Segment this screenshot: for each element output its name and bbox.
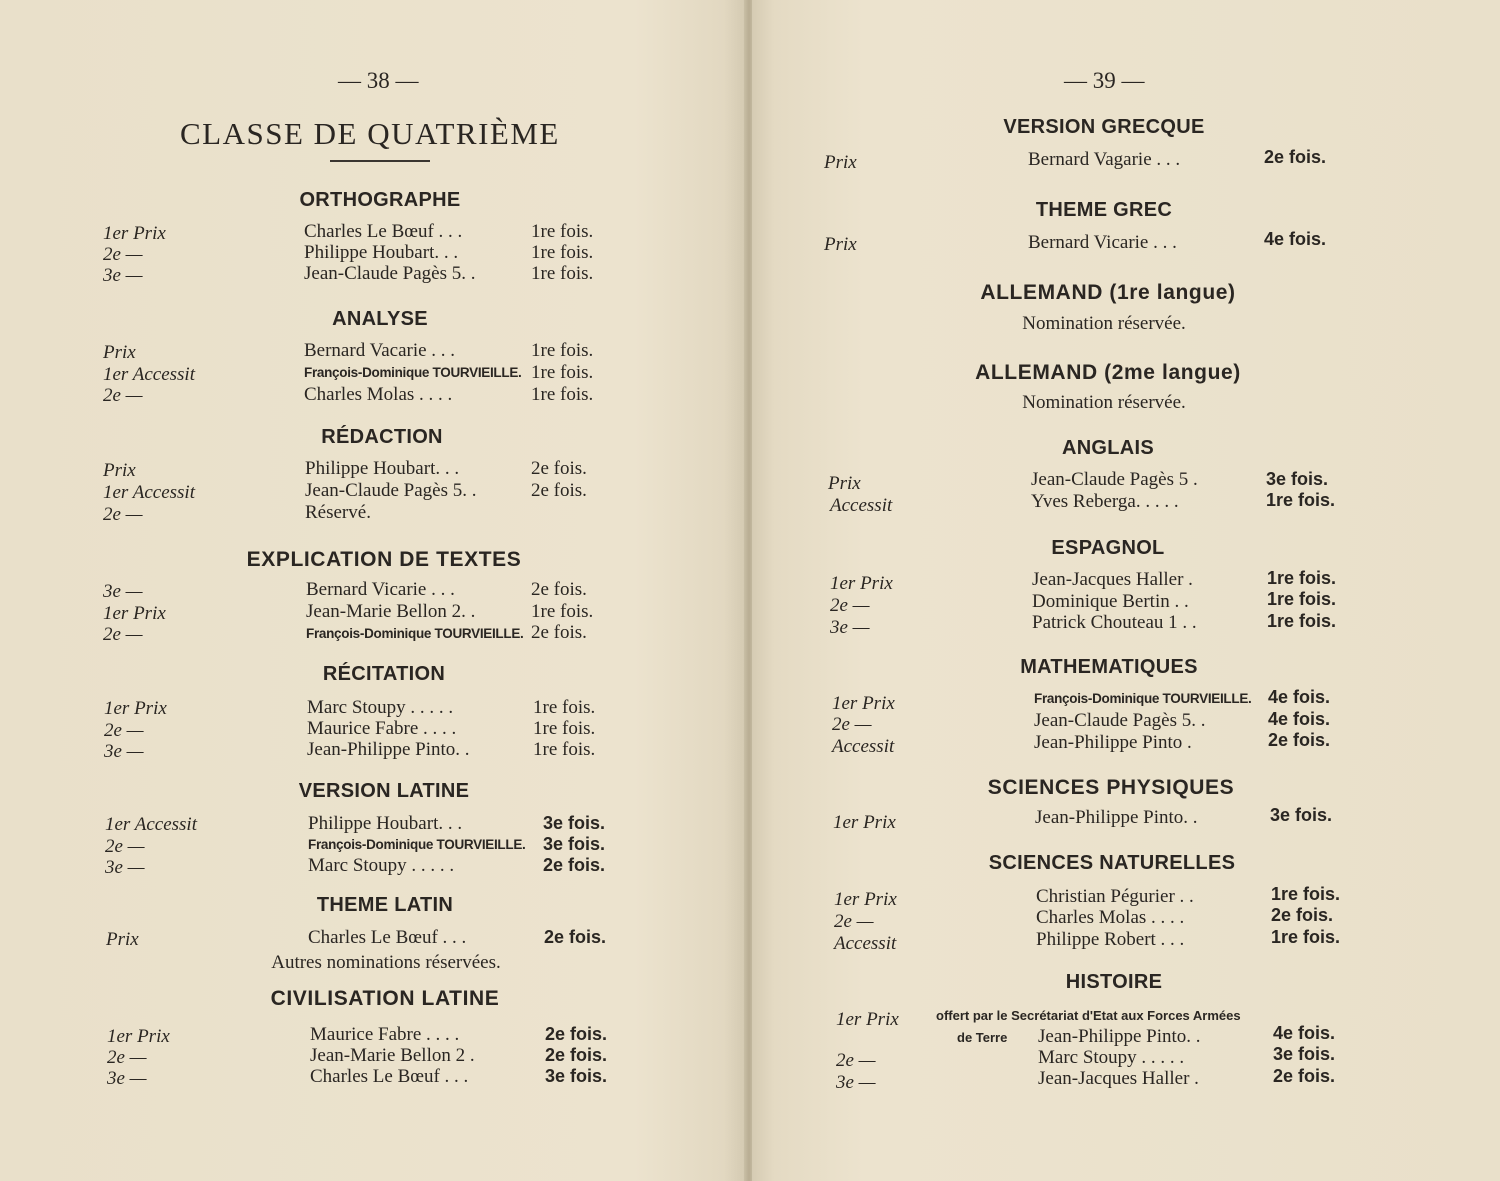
- rank: 2e —: [103, 385, 143, 406]
- section-heading: SCIENCES PHYSIQUES: [987, 776, 1235, 799]
- section-heading: VERSION GRECQUE: [1003, 116, 1205, 138]
- count: 4e fois.: [1268, 687, 1331, 707]
- sponsor-note: offert par le Secrétariat d'Etat aux Forces Armées: [936, 1008, 1241, 1023]
- count: 3e fois.: [543, 834, 606, 854]
- section-heading: RÉCITATION: [322, 663, 446, 685]
- rank: 3e —: [104, 741, 144, 762]
- note: Nomination réservée.: [1022, 392, 1186, 413]
- rank: 1er Accessit: [105, 814, 197, 835]
- count: 3e fois.: [1266, 469, 1329, 489]
- student-name: Jean-Claude Pagès 5. .: [1034, 710, 1206, 731]
- student-name: François-Dominique TOURVIEILLE.: [308, 837, 526, 852]
- page-number: — 38 —: [338, 68, 419, 93]
- section-heading: SCIENCES NATURELLES: [988, 852, 1236, 874]
- rank: 3e —: [105, 857, 145, 878]
- rank: Prix: [828, 473, 861, 494]
- student-name: Dominique Bertin . .: [1032, 591, 1189, 612]
- student-name: Philippe Houbart. . .: [308, 813, 463, 834]
- student-name: Charles Le Bœuf . . .: [304, 221, 463, 242]
- count: 3e fois.: [1270, 805, 1333, 825]
- count: 2e fois.: [531, 579, 587, 600]
- count: 2e fois.: [1268, 730, 1331, 750]
- section-heading: ESPAGNOL: [1051, 537, 1165, 559]
- count: 1re fois.: [533, 718, 596, 739]
- count: 1re fois.: [531, 263, 594, 284]
- student-name: Jean-Marie Bellon 2. .: [306, 601, 476, 622]
- section-heading: ORTHOGRAPHE: [299, 189, 461, 211]
- rank: 1er Prix: [833, 812, 896, 833]
- student-name: Réservé.: [305, 502, 371, 523]
- count: 4e fois.: [1264, 229, 1327, 249]
- rank: 2e —: [103, 504, 143, 525]
- section-heading: RÉDACTION: [321, 426, 443, 448]
- count: 1re fois.: [533, 697, 596, 718]
- student-name: Yves Reberga. . . . .: [1031, 491, 1179, 512]
- rank: 2e —: [832, 714, 872, 735]
- section-heading: HISTOIRE: [1065, 971, 1163, 993]
- count: 1re fois.: [1271, 927, 1341, 947]
- rank: Prix: [824, 234, 857, 255]
- student-name: Charles Le Bœuf . . .: [308, 927, 467, 948]
- student-name: Patrick Chouteau 1 . .: [1032, 612, 1197, 633]
- count: 4e fois.: [1268, 709, 1331, 729]
- student-name: Philippe Robert . . .: [1036, 929, 1185, 950]
- rank: 1er Prix: [104, 698, 167, 719]
- student-name: Christian Pégurier . .: [1036, 886, 1194, 907]
- left-page: [0, 0, 746, 1181]
- section-heading: ANGLAIS: [1061, 437, 1155, 459]
- count: 2e fois.: [1271, 905, 1334, 925]
- count: 2e fois.: [531, 480, 587, 501]
- count: 1re fois.: [531, 242, 594, 263]
- rank: 1er Prix: [107, 1026, 170, 1047]
- count: 2e fois.: [544, 927, 607, 947]
- student-name: Jean-Jacques Haller .: [1032, 569, 1193, 590]
- student-name: François-Dominique TOURVIEILLE.: [1034, 691, 1252, 706]
- page-number: — 39 —: [1064, 68, 1145, 93]
- student-name: Bernard Vacarie . . .: [304, 340, 456, 361]
- student-name: François-Dominique TOURVIEILLE.: [306, 626, 524, 641]
- student-name: Jean-Philippe Pinto. .: [1035, 807, 1198, 828]
- rank: 1er Prix: [830, 573, 893, 594]
- note: Autres nominations réservées.: [271, 952, 501, 973]
- section-heading: VERSION LATINE: [298, 780, 470, 802]
- student-name: Philippe Houbart. . .: [305, 458, 460, 479]
- rank: 3e —: [103, 265, 143, 286]
- count: 1re fois.: [531, 340, 594, 361]
- student-name: Charles Molas . . . .: [304, 384, 453, 405]
- rank: 1er Prix: [103, 603, 166, 624]
- title-rule: [330, 160, 430, 162]
- section-heading: ALLEMAND (2me langue): [975, 361, 1241, 384]
- rank: 2e —: [105, 836, 145, 857]
- student-name: Jean-Philippe Pinto .: [1034, 732, 1192, 753]
- right-page: [752, 0, 1500, 1181]
- rank: 2e —: [104, 720, 144, 741]
- rank: Accessit: [830, 495, 893, 516]
- student-name: Jean-Philippe Pinto. .: [1038, 1026, 1201, 1047]
- rank: 3e —: [836, 1072, 876, 1093]
- rank: Accessit: [832, 736, 895, 757]
- rank: 2e —: [103, 624, 143, 645]
- section-heading: CIVILISATION LATINE: [270, 987, 500, 1010]
- section-heading: EXPLICATION DE TEXTES: [246, 548, 522, 571]
- student-name: Marc Stoupy . . . . .: [308, 855, 455, 876]
- rank: 1er Prix: [103, 223, 166, 244]
- student-name: Charles Le Bœuf . . .: [310, 1066, 469, 1087]
- count: 1re fois.: [531, 601, 594, 622]
- student-name: Bernard Vicarie . . .: [306, 579, 455, 600]
- section-heading: THEME GREC: [1035, 199, 1173, 221]
- count: 2e fois.: [1273, 1066, 1336, 1086]
- student-name: Bernard Vagarie . . .: [1028, 149, 1181, 170]
- count: 1re fois.: [1266, 490, 1336, 510]
- rank: 3e —: [830, 617, 870, 638]
- rank: Prix: [106, 929, 139, 950]
- student-name: Marc Stoupy . . . . .: [1038, 1047, 1185, 1068]
- student-name: Maurice Fabre . . . .: [310, 1024, 460, 1045]
- rank: Prix: [103, 460, 136, 481]
- count: 3e fois.: [1273, 1044, 1336, 1064]
- count: 2e fois.: [1264, 147, 1327, 167]
- rank: 1er Accessit: [103, 364, 195, 385]
- rank: 2e —: [107, 1047, 147, 1068]
- student-name: Jean-Claude Pagès 5 .: [1031, 469, 1198, 490]
- count: 2e fois.: [545, 1045, 608, 1065]
- rank: 2e —: [836, 1050, 876, 1071]
- count: 2e fois.: [531, 458, 587, 479]
- section-heading: THEME LATIN: [316, 894, 454, 916]
- student-name: Maurice Fabre . . . .: [307, 718, 457, 739]
- rank: 1er Accessit: [103, 482, 195, 503]
- rank: 2e —: [834, 911, 874, 932]
- rank: 2e —: [103, 244, 143, 265]
- count: 2e fois.: [545, 1024, 608, 1044]
- student-name: Jean-Jacques Haller .: [1038, 1068, 1199, 1089]
- section-heading: ANALYSE: [332, 308, 428, 330]
- student-name: Marc Stoupy . . . . .: [307, 697, 454, 718]
- rank: Accessit: [834, 933, 897, 954]
- rank: Prix: [103, 342, 136, 363]
- student-name: Jean-Philippe Pinto. .: [307, 739, 470, 760]
- section-heading: ALLEMAND (1re langue): [980, 281, 1236, 304]
- page-title: CLASSE DE QUATRIÈME: [180, 116, 560, 151]
- rank: 1er Prix: [832, 693, 895, 714]
- rank: 3e —: [107, 1068, 147, 1089]
- count: 1re fois.: [1267, 589, 1337, 609]
- student-name: Philippe Houbart. . .: [304, 242, 459, 263]
- count: 2e fois.: [531, 622, 587, 643]
- sponsor-note: de Terre: [957, 1030, 1008, 1045]
- count: 4e fois.: [1273, 1023, 1336, 1043]
- count: 1re fois.: [1267, 568, 1337, 588]
- rank: 2e —: [830, 595, 870, 616]
- count: 3e fois.: [545, 1066, 608, 1086]
- count: 1re fois.: [1271, 884, 1341, 904]
- student-name: Charles Molas . . . .: [1036, 907, 1185, 928]
- count: 3e fois.: [543, 813, 606, 833]
- count: 1re fois.: [533, 739, 596, 760]
- rank: 1er Prix: [834, 889, 897, 910]
- rank: Prix: [824, 152, 857, 173]
- student-name: Jean-Marie Bellon 2 .: [310, 1045, 475, 1066]
- count: 1re fois.: [531, 362, 594, 383]
- student-name: Jean-Claude Pagès 5. .: [304, 263, 476, 284]
- section-heading: MATHEMATIQUES: [1020, 656, 1198, 678]
- student-name: François-Dominique TOURVIEILLE.: [304, 365, 522, 380]
- student-name: Bernard Vicarie . . .: [1028, 232, 1177, 253]
- count: 1re fois.: [531, 384, 594, 405]
- rank: 1er Prix: [836, 1009, 899, 1030]
- note: Nomination réservée.: [1022, 313, 1186, 334]
- student-name: Jean-Claude Pagès 5. .: [305, 480, 477, 501]
- count: 1re fois.: [1267, 611, 1337, 631]
- count: 2e fois.: [543, 855, 606, 875]
- count: 1re fois.: [531, 221, 594, 242]
- rank: 3e —: [103, 581, 143, 602]
